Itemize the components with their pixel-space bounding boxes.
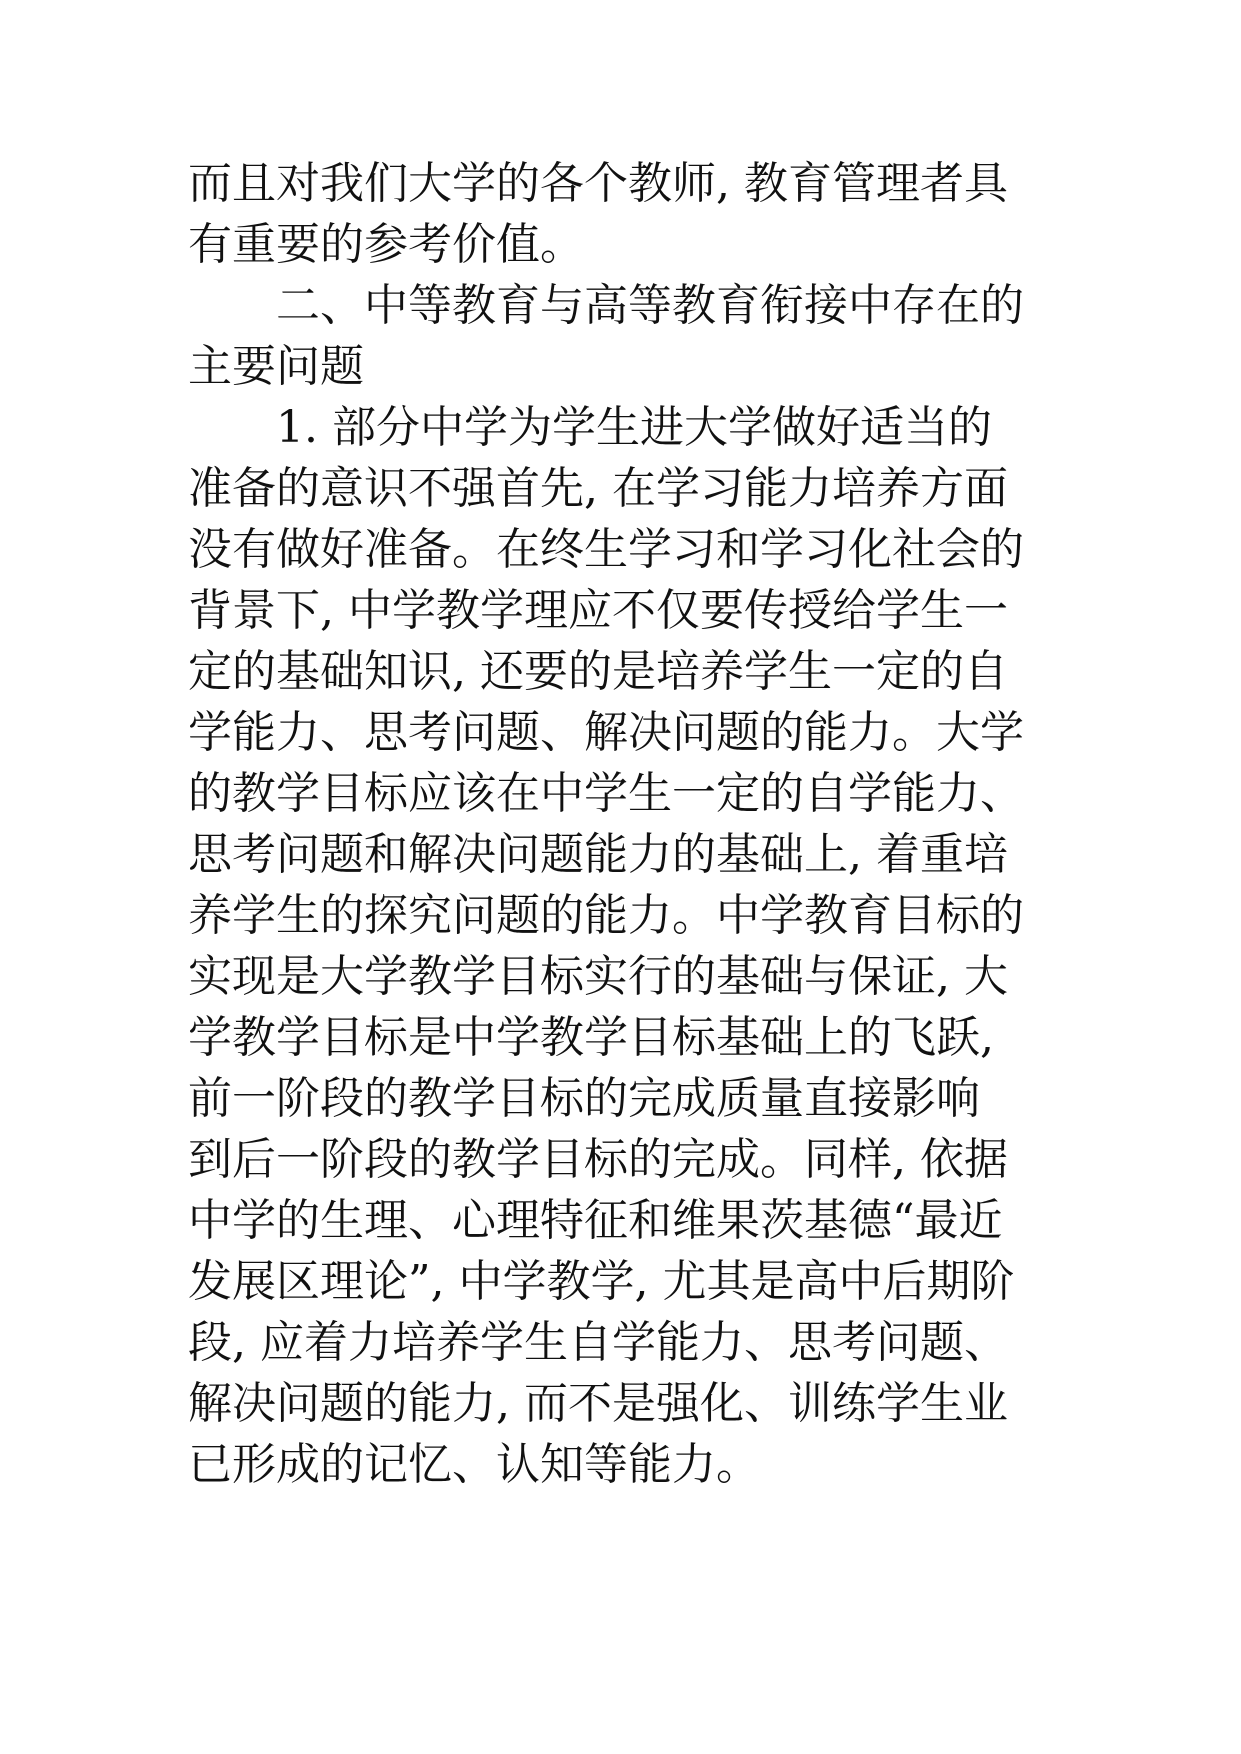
text-line: 学教学目标是中学教学目标基础上的飞跃, — [188, 1012, 994, 1063]
text-line: 的教学目标应该在中学生一定的自学能力、 — [188, 768, 1024, 819]
text-line: 到后一阶段的教学目标的完成。同样, 依据 — [188, 1134, 1008, 1185]
text-line: 定的基础知识, 还要的是培养学生一定的自 — [188, 646, 1008, 697]
text-line: 准备的意识不强首先, 在学习能力培养方面 — [188, 463, 1008, 514]
text-line: 思考问题和解决问题能力的基础上, 着重培 — [188, 829, 1008, 880]
text-line: 中学的生理、心理特征和维果茨基德“最近 — [188, 1195, 1003, 1246]
text-line: 解决问题的能力, 而不是强化、训练学生业 — [188, 1378, 1008, 1429]
text-line: 段, 应着力培养学生自学能力、思考问题、 — [188, 1317, 1008, 1368]
text-line: 有重要的参考价值。 — [188, 219, 584, 270]
text-line: 养学生的探究问题的能力。中学教育目标的 — [188, 890, 1024, 941]
section-heading-line: 二、中等教育与高等教育衔接中存在的 — [276, 280, 1024, 331]
text-line: 前一阶段的教学目标的完成质量直接影响 — [188, 1073, 980, 1124]
text-line: 发展区理论”, 中学教学, 尤其是高中后期阶 — [188, 1256, 1015, 1307]
body-text — [188, 153, 1088, 1495]
text-line: 已形成的记忆、认知等能力。 — [188, 1439, 760, 1490]
text-line: 背景下, 中学教学理应不仅要传授给学生一 — [188, 585, 1008, 636]
section-heading-line: 主要问题 — [188, 341, 364, 392]
text-line: 学能力、思考问题、解决问题的能力。大学 — [188, 707, 1024, 758]
text-line: 实现是大学教学目标实行的基础与保证, 大 — [188, 951, 1008, 1002]
text-line: 没有做好准备。在终生学习和学习化社会的 — [188, 524, 1024, 575]
subsection-heading-line: 1. 部分中学为学生进大学做好适当的 — [276, 402, 992, 453]
text-line: 而且对我们大学的各个教师, 教育管理者具 — [188, 158, 1008, 209]
